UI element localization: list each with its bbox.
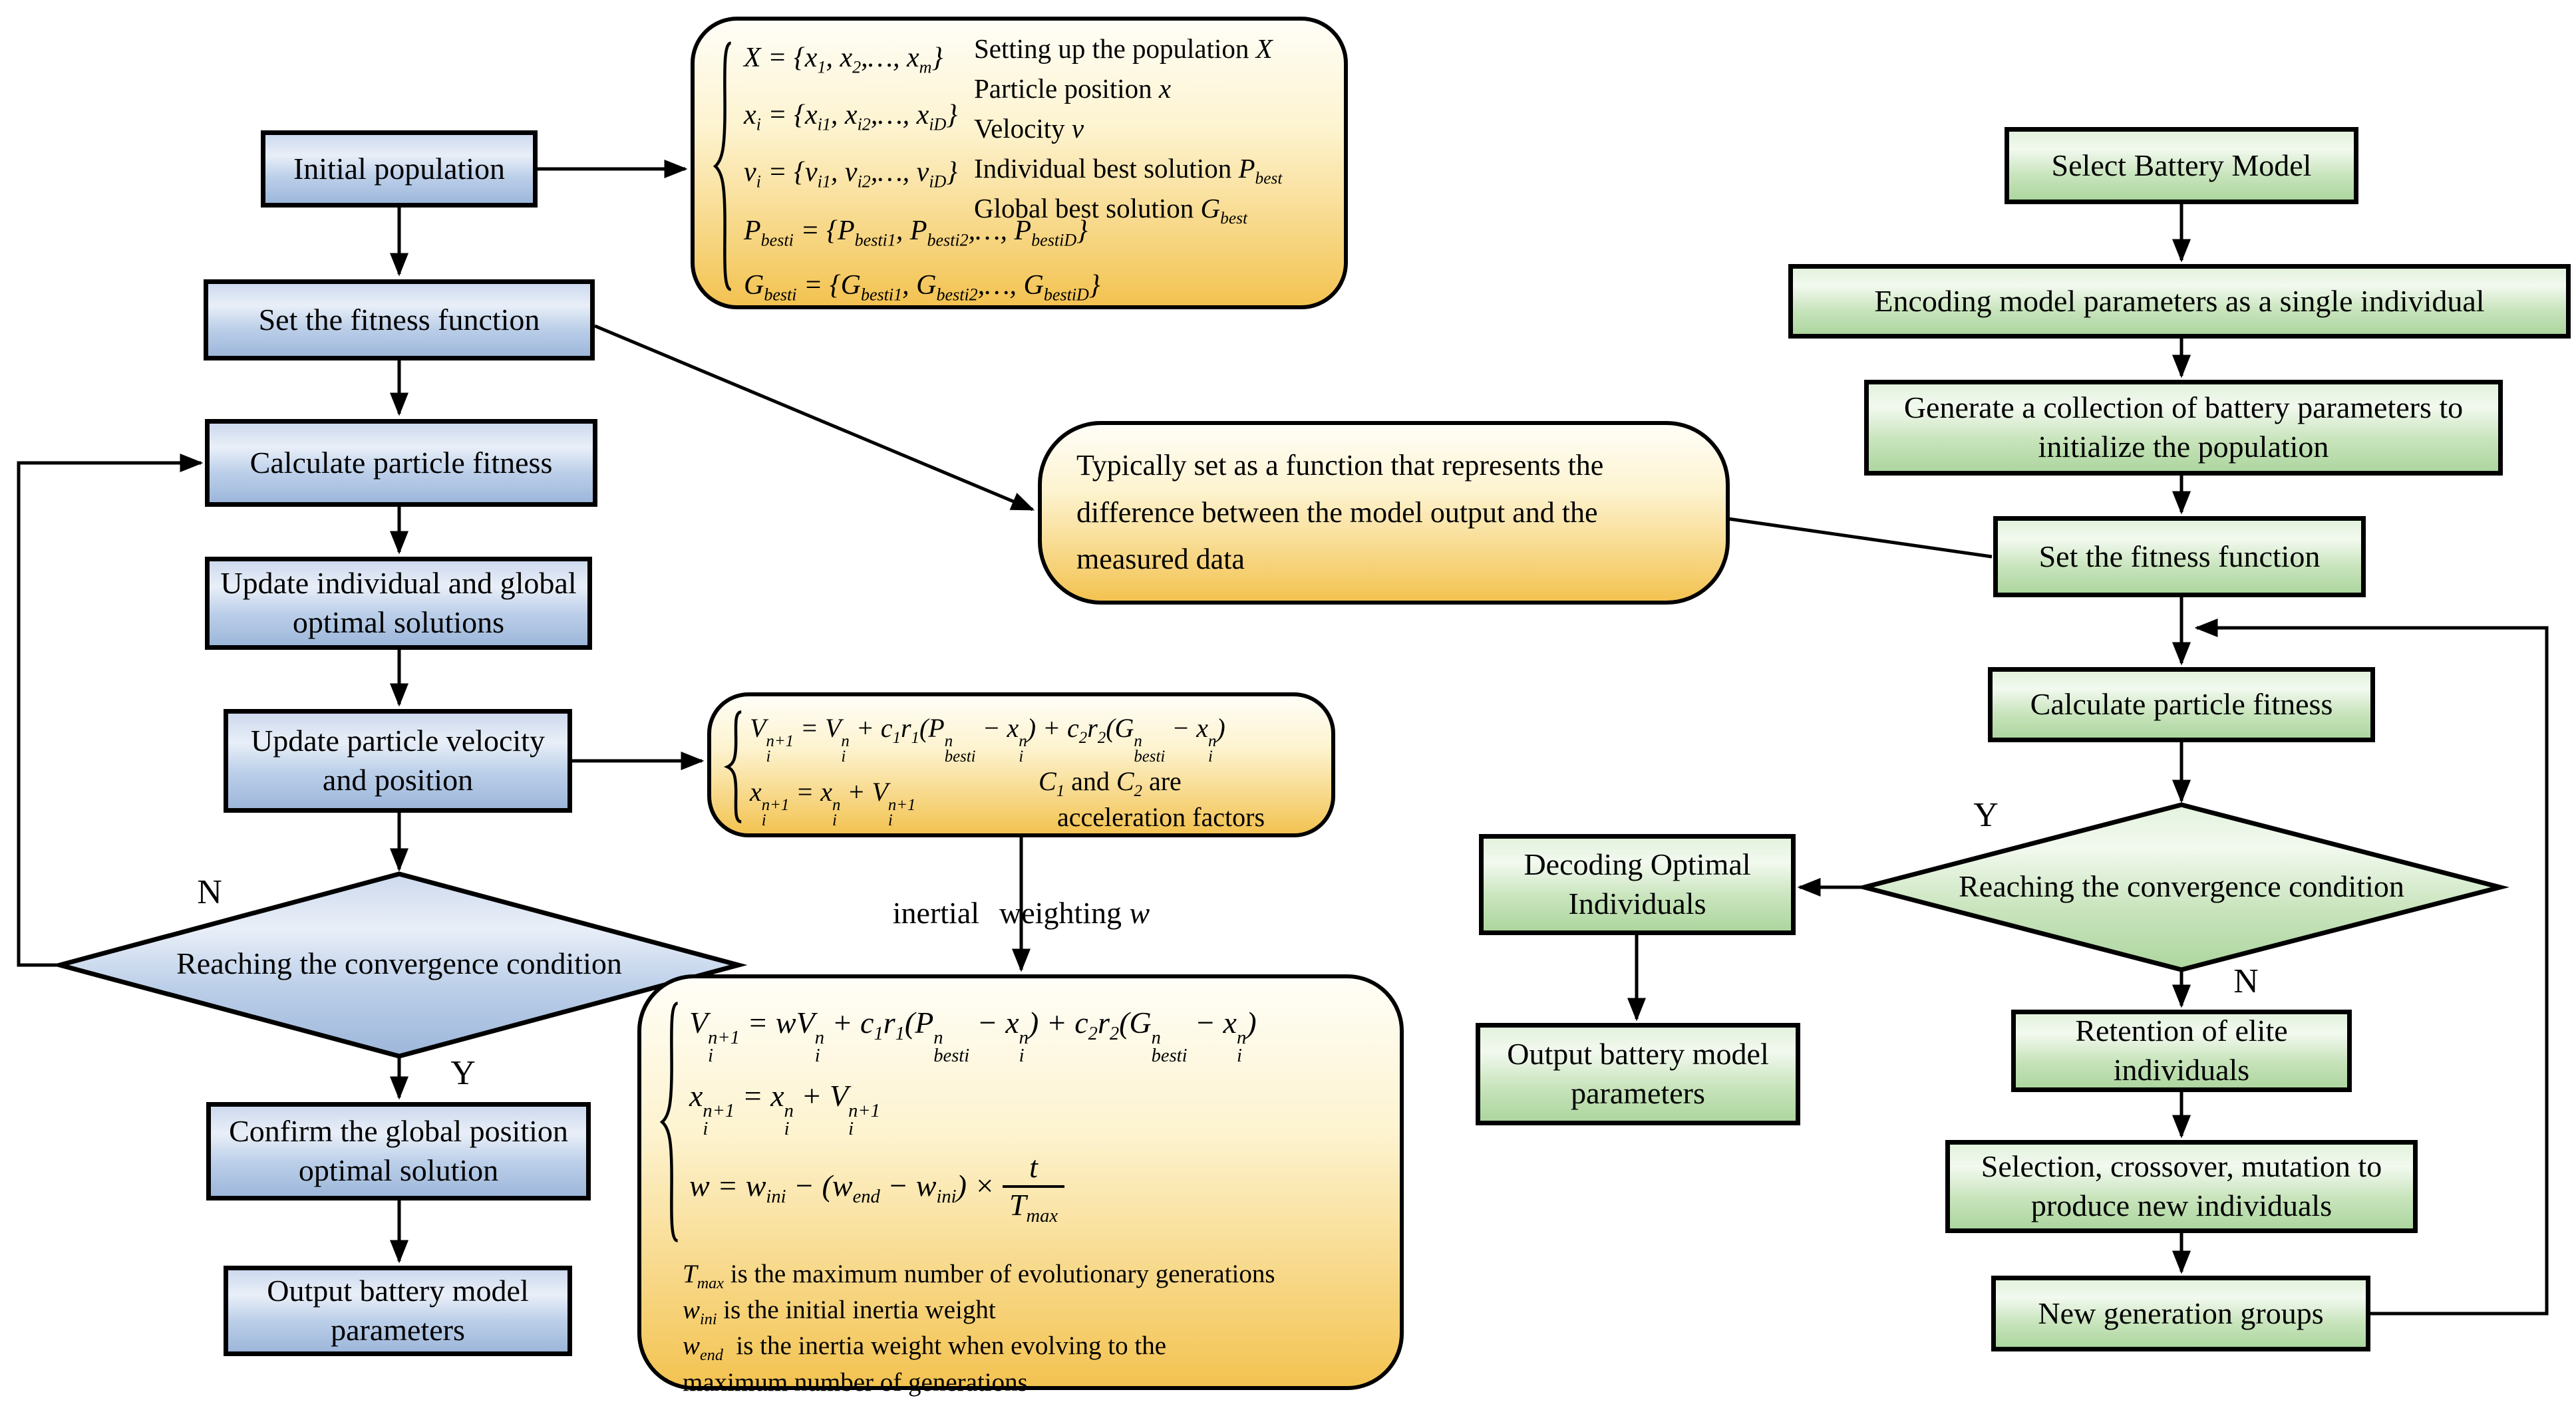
step-label: Confirm the global position optimal solution [229,1114,568,1187]
step-calculate-fitness-ga [1988,667,2375,742]
step-set-fitness-pso [204,279,595,360]
callout-inertia-weight [637,974,1404,1397]
callout-fitness-note [1038,421,1730,605]
step-set-fitness-ga [1993,516,2366,597]
step-selection-crossover [1945,1140,2418,1233]
step-generate-population [1864,380,2503,476]
step-calculate-fitness-pso [205,419,597,507]
formula-gbest: $G_{besti} = \{G_{besti1}$, $G_{besti2},\dots$, $G_{bestiD}$} [744,270,1100,305]
note-wend: $w_{end}$ is the inertia weight when evolving to the [683,1332,1167,1365]
annotation-pbest: Individual best solution $P_{best}$ [974,153,1283,188]
step-label: Decoding Optimal Individuals [1524,847,1751,920]
step-label: Calculate particle fitness [2030,687,2333,722]
step-label: Output battery model parameters [1507,1037,1769,1110]
left-brace [723,710,744,824]
branch-no-ga: N [2233,962,2259,1000]
left-brace [657,998,681,1246]
formula-velocity-update-w: V n+1 i = wV n i + $c_1r_1(P$ n besti − x n i ) + $c_2r_2(G$ n besti − x n i ) [689,1006,1257,1066]
left-brace [711,38,734,295]
formula-pbest: $P_{besti} = \{P_{besti1}$, $P_{besti2},\dots$, $P_{bestiD}$} [744,215,1088,250]
step-label: Generate a collection of battery parameters to initialize the population [1903,390,2464,464]
step-update-particle [224,709,572,813]
inertia-notes [683,1258,1380,1399]
inertia-label-right: weighting w [999,896,1150,930]
fitness-note-text: Typically set as a function that represents the difference between the model output and the measured data [1076,449,1604,576]
annotation-acceleration-1: $C_1$ and $C_2$ are [1039,766,1182,800]
formula-position: $x_i = \{x_{i1}$, $x_{i2},\dots$, $x_{iD}$} [744,100,958,134]
annotation-acceleration-2: acceleration factors [1057,802,1265,832]
step-decoding [1479,834,1796,935]
formula-population: $X = \{x_1$, $x_2,\dots$, $x_m$} [744,43,943,77]
branch-yes-ga: Y [1973,796,1999,834]
step-initial-population [261,130,538,208]
step-label: Selection, crossover, mutation to produce new individuals [1981,1149,2382,1222]
formula-velocity-update: V n+1 i = V n i + $c_1r_1(P$ n besti − x n i ) + $c_2r_2(G$ n besti − x n i ) [750,713,1225,766]
callout-population-definition [691,17,1348,309]
step-select-battery [2005,127,2358,204]
step-label: Encoding model parameters as a single individual [1874,283,2485,318]
step-label: Initial population [293,151,506,186]
annotation-position: Particle position x [974,73,1172,104]
arrow-setfitness-to-fitness-note [595,326,1033,509]
note-wini: $w_{ini}$ is the initial inertia weight [683,1296,996,1329]
inertia-label-left: inertial [892,896,980,930]
decision-label-pso: Reaching the convergence condition [176,946,622,980]
note-tmax: $T_{max}$ is the maximum number of evolutionary generations [683,1260,1275,1292]
step-encoding [1788,264,2571,339]
annotation-velocity: Velocity v [974,113,1084,144]
step-label: Set the fitness function [2038,539,2321,573]
step-output-parameters-pso [224,1266,572,1356]
formula-inertia-weight: $w = w_{ini} - (w_{end} - w_{ini})$ × $\frac{t}{T_{max}}$ [689,1150,1064,1228]
annotation-gbest: Global best solution $G_{best}$ [974,193,1248,228]
step-label: New generation groups [2038,1296,2324,1330]
note-wend-2: maximum number of generations [683,1367,1028,1397]
step-label: Output battery model parameters [267,1274,529,1347]
step-label: Update individual and global optimal solutions [220,566,577,639]
callout-velocity-update [707,692,1335,837]
step-label: Select Battery Model [2051,148,2312,182]
step-update-individual [205,557,592,650]
step-confirm-global [206,1102,591,1200]
annotation-population: Setting up the population X [974,33,1273,64]
formula-velocity: $v_i = \{v_{i1}$, $v_{i2},\dots$, $v_{iD}$} [744,157,958,192]
step-label: Update particle velocity and position [251,724,545,797]
step-label: Calculate particle fitness [249,445,553,480]
step-new-generation [1991,1276,2370,1351]
decision-label-ga: Reaching the convergence condition [1959,869,2404,903]
inertia-weighting-label [788,895,1254,930]
branch-no-pso: N [197,873,222,911]
step-label: Set the fitness function [258,302,540,337]
step-output-parameters-ga [1476,1023,1800,1125]
step-label: Retention of elite individuals [2075,1014,2288,1087]
line-fitness-note-to-ga-setfitness [1728,519,1992,557]
formula-position-update-w: x n+1 i = x n i + V n+1 i [689,1079,880,1139]
branch-yes-pso: Y [450,1054,476,1092]
formula-position-update: x n+1 i = x n i + V n+1 i [750,777,916,830]
step-retention [2011,1010,2352,1092]
